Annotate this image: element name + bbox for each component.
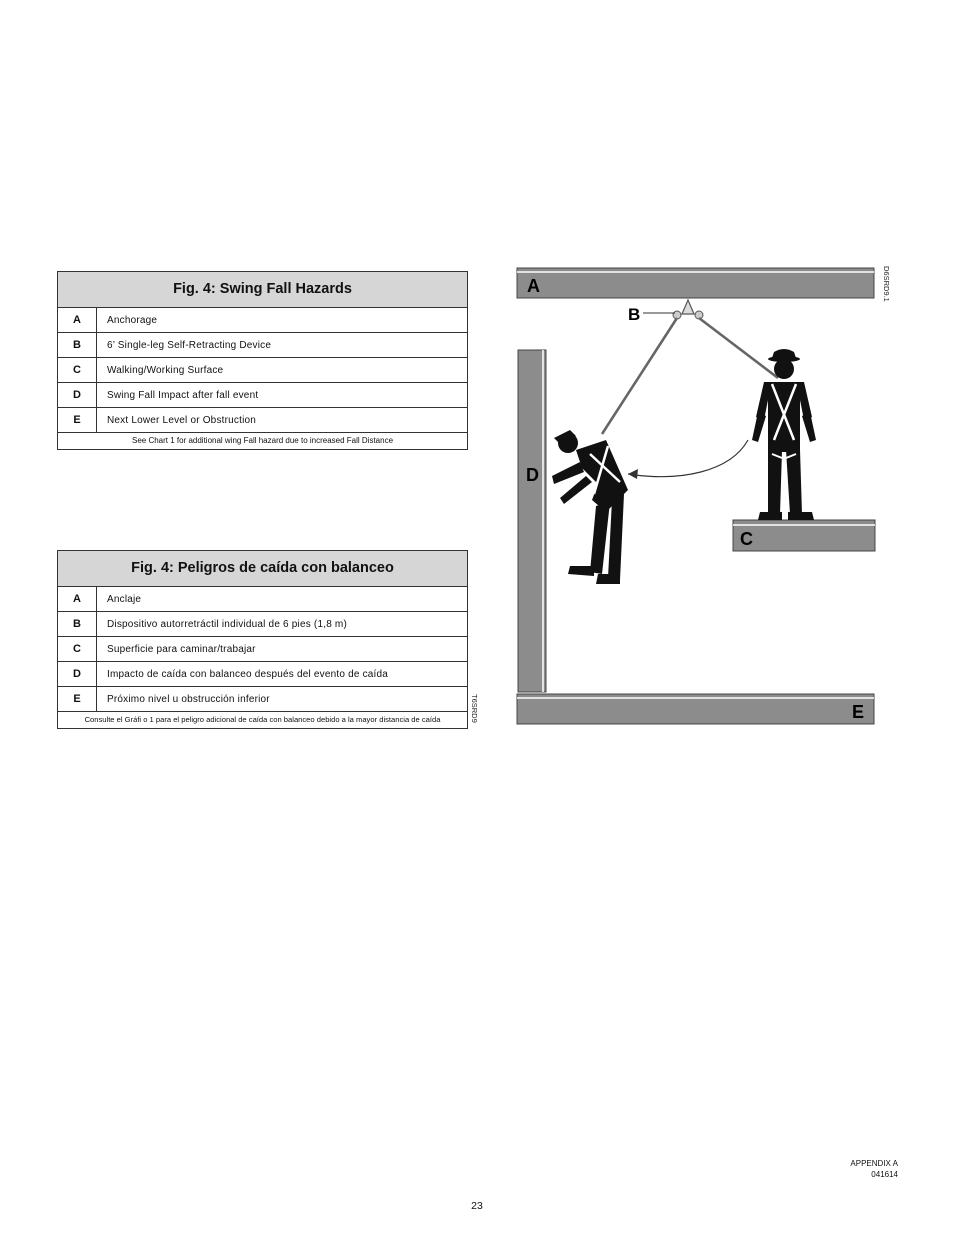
legend-key: A [58,308,97,332]
legend-key: B [58,333,97,357]
footer-info [850,1158,898,1180]
falling-worker [552,430,628,584]
legend-key: E [58,687,97,711]
legend-text: Dispositivo autorretráctil individual de 6 pies (1,8 m) [107,618,347,630]
legend-key: C [58,637,97,661]
legend-note: Consulte el Gráfi o 1 para el peligro adicional de caída con balanceo debido a la mayor distancia de caída [84,715,441,724]
label-e: E [852,702,865,722]
standing-worker [752,349,816,520]
legend-row [58,687,467,712]
legend-row [58,662,467,687]
legend-row [58,383,467,408]
legend-row [58,408,467,433]
legend-text: Anclaje [107,593,142,605]
legend-row [58,308,467,333]
legend-row [58,333,467,358]
legend-row [58,358,467,383]
legend-text: Next Lower Level or Obstruction [107,414,257,426]
legend-table-es [57,550,468,729]
legend-key: A [58,587,97,611]
label-b: B [628,305,641,324]
legend-title: Fig. 4: Swing Fall Hazards [58,272,467,308]
legend-key: C [58,358,97,382]
legend-table-en [57,271,468,450]
legend-key: D [58,662,97,686]
legend-text: Superficie para caminar/trabajar [107,643,256,655]
legend-row [58,637,467,662]
self-retracting-device [673,300,703,319]
legend-text: 6’ Single-leg Self-Retracting Device [107,339,272,351]
legend-key: E [58,408,97,432]
figure-code: D6SRD9.1 [882,266,891,302]
label-c: C [740,529,753,549]
page-number: 23 [471,1200,483,1212]
legend-text: Walking/Working Surface [107,364,224,376]
legend-key: B [58,612,97,636]
legend-text: Anchorage [107,314,158,326]
legend-note: See Chart 1 for additional wing Fall hazard due to increased Fall Distance [131,436,394,445]
legend-text: Impacto de caída con balanceo después del evento de caída [107,668,389,680]
appendix-label: APPENDIX A [850,1159,898,1168]
legend-title: Fig. 4: Peligros de caída con balanceo [58,551,467,587]
legend-row [58,587,467,612]
table-code: T6SRD9 [470,694,479,723]
obstruction-wall [518,350,546,692]
legend-key: D [58,383,97,407]
label-a: A [527,276,540,296]
legend-row [58,612,467,637]
swing-fall-illustration [510,262,880,732]
legend-text: Próximo nivel u obstrucción inferior [107,693,270,705]
revision-code: 041614 [871,1170,898,1179]
label-d: D [526,465,539,485]
legend-text: Swing Fall Impact after fall event [107,389,259,401]
